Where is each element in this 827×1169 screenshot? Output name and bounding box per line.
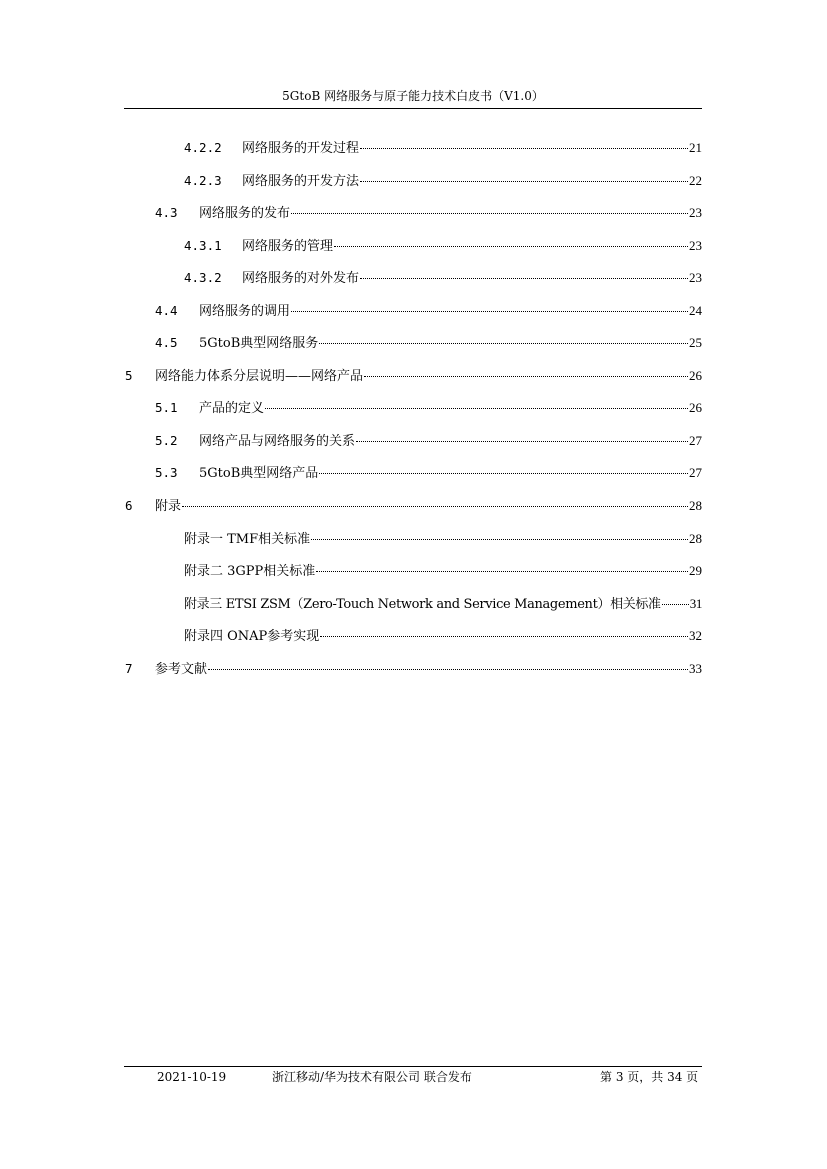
- footer-page-info: 第 3 页，共 34 页: [600, 1070, 699, 1084]
- toc-entry-page: 22: [689, 173, 702, 188]
- toc-entry-page: 24: [689, 303, 702, 318]
- toc-entry-number: 4.3: [155, 205, 178, 220]
- toc-leader-dots: [182, 506, 688, 507]
- toc-entry-title: 网络产品与网络服务的关系: [199, 434, 356, 449]
- toc-leader-dots: [320, 636, 688, 637]
- toc-entry-page: 21: [689, 140, 702, 155]
- toc-entry[interactable]: [155, 399, 702, 418]
- toc-entry-page: 28: [689, 498, 702, 513]
- toc-entry-title: 网络服务的开发过程: [242, 141, 360, 156]
- toc-entry-page: 32: [689, 628, 702, 643]
- footer-date: 2021-10-19: [157, 1070, 227, 1084]
- toc-entry-page: 31: [689, 596, 702, 611]
- footer-publisher: 浙江移动/华为技术有限公司 联合发布: [272, 1070, 472, 1084]
- toc-entry[interactable]: [184, 172, 702, 191]
- toc-entry[interactable]: [155, 334, 702, 353]
- toc-entry-page: 33: [689, 661, 702, 676]
- toc-entry-page: 27: [689, 465, 702, 480]
- toc-entry-title: 附录: [155, 499, 182, 514]
- toc-leader-dots: [360, 181, 688, 182]
- toc-entry[interactable]: [184, 562, 702, 581]
- toc-entry-number: 4.3.2: [184, 270, 222, 285]
- toc-entry-title: 网络服务的对外发布: [242, 271, 360, 286]
- toc-entry[interactable]: [184, 595, 702, 614]
- toc-entry-title: 参考文献: [155, 662, 208, 677]
- toc-leader-dots: [360, 278, 688, 279]
- toc-entry-title: 网络能力体系分层说明——网络产品: [155, 369, 364, 384]
- toc-entry-number: 4.2.3: [184, 173, 222, 188]
- toc-entry-title: 5GtoB典型网络产品: [199, 466, 319, 481]
- toc-leader-dots: [291, 311, 688, 312]
- toc-entry-title: 附录四 ONAP参考实现: [184, 629, 320, 644]
- toc-entry-number: 5: [125, 368, 133, 383]
- toc-leader-dots: [208, 669, 688, 670]
- toc-entry-number: 6: [125, 498, 133, 513]
- toc-entry-title: 产品的定义: [199, 401, 265, 416]
- toc-entry-title: 5GtoB典型网络服务: [199, 336, 319, 351]
- toc-entry-number: 5.2: [155, 433, 178, 448]
- toc-entry[interactable]: [155, 432, 702, 451]
- toc-entry-number: 5.1: [155, 400, 178, 415]
- toc-entry-number: 4.2.2: [184, 140, 222, 155]
- footer-rule: [124, 1066, 702, 1067]
- toc-entry-number: 5.3: [155, 465, 178, 480]
- toc-entry-page: 26: [689, 368, 702, 383]
- toc-entry-page: 29: [689, 563, 702, 578]
- toc-entry-title: 附录三 ETSI ZSM（Zero-Touch Network and Service Management）相关标准: [184, 597, 661, 612]
- toc-entry-title: 附录二 3GPP相关标准: [184, 564, 316, 579]
- toc-entry-page: 23: [689, 238, 702, 253]
- toc-entry-title: 网络服务的发布: [199, 206, 291, 221]
- toc-leader-dots: [334, 246, 688, 247]
- toc-entry-title: 网络服务的调用: [199, 304, 291, 319]
- toc-leader-dots: [356, 441, 688, 442]
- toc-leader-dots: [311, 539, 688, 540]
- toc-entry-title: 网络服务的开发方法: [242, 174, 360, 189]
- toc-entry[interactable]: [125, 367, 702, 386]
- running-header: 5GtoB 网络服务与原子能力技术白皮书（V1.0）: [282, 89, 544, 103]
- toc-entry[interactable]: [184, 627, 702, 646]
- toc-entry-title: 网络服务的管理: [242, 239, 334, 254]
- toc-entry-number: 7: [125, 661, 133, 676]
- toc-entry[interactable]: [155, 464, 702, 483]
- toc-leader-dots: [360, 148, 688, 149]
- toc-entry[interactable]: [184, 269, 702, 288]
- toc-entry-title: 附录一 TMF相关标准: [184, 532, 311, 547]
- toc-entry-number: 4.5: [155, 335, 178, 350]
- toc-entry[interactable]: [125, 660, 702, 679]
- toc-entry[interactable]: [184, 139, 702, 158]
- toc-entry[interactable]: [184, 237, 702, 256]
- toc-leader-dots: [364, 376, 688, 377]
- toc-entry-number: 4.3.1: [184, 238, 222, 253]
- header-rule: [124, 108, 702, 109]
- toc-entry[interactable]: [155, 302, 702, 321]
- toc-entry[interactable]: [155, 204, 702, 223]
- toc-leader-dots: [662, 604, 689, 605]
- toc-entry-page: 28: [689, 531, 702, 546]
- toc-entry[interactable]: [125, 497, 702, 516]
- toc-entry[interactable]: [184, 530, 702, 549]
- toc-leader-dots: [319, 473, 688, 474]
- toc-leader-dots: [319, 343, 688, 344]
- toc-entry-page: 23: [689, 270, 702, 285]
- toc-entry-number: 4.4: [155, 303, 178, 318]
- toc-entry-page: 27: [689, 433, 702, 448]
- toc-leader-dots: [291, 213, 688, 214]
- toc-leader-dots: [316, 571, 688, 572]
- toc-leader-dots: [265, 408, 688, 409]
- toc-entry-page: 23: [689, 205, 702, 220]
- toc-entry-page: 25: [689, 335, 702, 350]
- toc-entry-page: 26: [689, 400, 702, 415]
